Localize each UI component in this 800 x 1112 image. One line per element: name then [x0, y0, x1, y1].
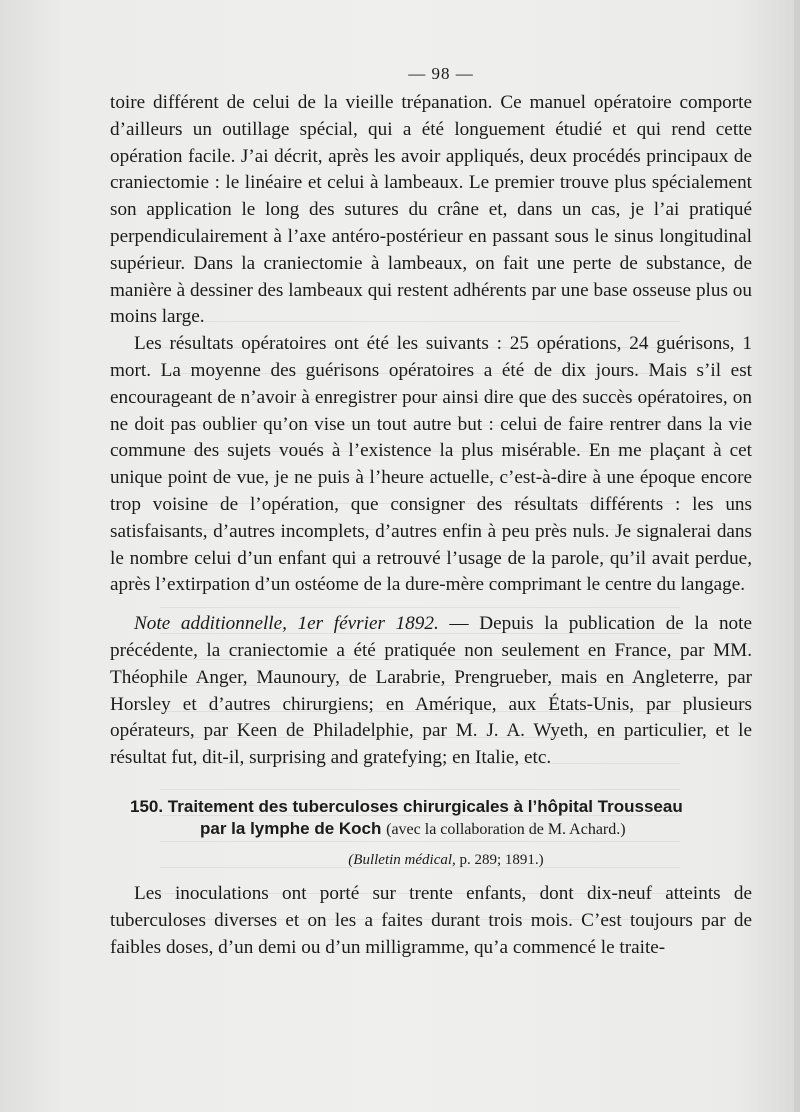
- section-heading: [110, 796, 752, 841]
- page-content: [110, 64, 752, 961]
- paragraph-inoculations: Les inoculations ont porté sur trente enfants, dont dix-neuf atteints de tuberculoses diverses et on les a faites durant trois mois. C’est toujours par de faibles doses, d’un demi ou d’un milligramme, qu’a commencé le traite-: [110, 882, 752, 958]
- paragraph-results: Les résultats opératoires ont été les suivants : 25 opérations, 24 guérisons, 1 mort. La moyenne des guérisons opératoires a été de dix jours. Mais s’il est encourageant de n’avoir à enregistrer pour ainsi dire que des succès opératoires, on ne doit pas oublier qu’on vise un tout autre but : celui de faire rentrer dans la vie commune des sujets voués à l’existence la plus misérable. En me plaçant à cet unique point de vue, je ne puis à l’heure actuelle, c’est-à-dire à une époque encore trop voisine de l’opération, que consigner des résultats différents : les uns satisfaisants, d’autres incomplets, d’autres enfin à peu près nuls. Je signalerai dans le nombre celui d’un enfant qui a retrouvé l’usage de la parole, qu’il avait perdue, après l’extirpation d’un ostéome de la dure-mère comprimant le centre du langage.: [110, 333, 752, 596]
- note-label: Note additionnelle, 1er février 1892.: [134, 613, 439, 635]
- source-details: p. 289; 1891.): [455, 851, 544, 868]
- collaboration-note: (avec la collaboration de M. Achard.): [386, 820, 626, 838]
- source-citation: [110, 849, 752, 871]
- paragraph-continuation: toire différent de celui de la vieille trépanation. Ce manuel opératoire comporte d’ailleurs un outillage spécial, qui a été longuement étudié et qui rend cette opération facile. J’ai décrit, après les avoir appliqués, deux procédés principaux de craniectomie : le linéaire et celui à lambeaux. Le premier trouve plus spécialement son application le long des sutures du crâne et, dans un cas, je l’ai pratiqué perpendiculairement à l’axe antéro-postérieur en passant sous le sinus longitudinal supérieur. Dans la craniectomie à lambeaux, on fait une perte de substance, de manière à dessiner des lambeaux qui restent adhérents par une base osseuse plus ou moins large.: [110, 92, 752, 328]
- spacer: [110, 871, 752, 881]
- note-text: — Depuis la publication de la note précédente, la craniectomie a été pratiquée non seulement en France, par MM. Théophile Anger, Maunoury, de Larabrie, Prengrueber, mais en Angleterre, par Horsley et d’autres chirurgiens; en Amérique, aux États-Unis, par plusieurs opérateurs, par Keen de Philadelphie, par M. J. A. Wyeth, en particulier, et le résultat fut, dit-il, surprising and gratefying; en Italie, etc.: [110, 613, 752, 769]
- section-heading-line-1: 150. Traitement des tuberculoses chirurgicales à l’hôpital Trousseau: [130, 796, 683, 816]
- section-heading-line-2-text: par la lymphe de Koch: [200, 818, 382, 838]
- page-number: — 98 —: [408, 64, 474, 83]
- section-heading-line-2: [130, 818, 752, 841]
- additional-note-paragraph: [110, 611, 752, 772]
- source-journal: (Bulletin médical,: [348, 851, 456, 868]
- spacer: [110, 599, 752, 611]
